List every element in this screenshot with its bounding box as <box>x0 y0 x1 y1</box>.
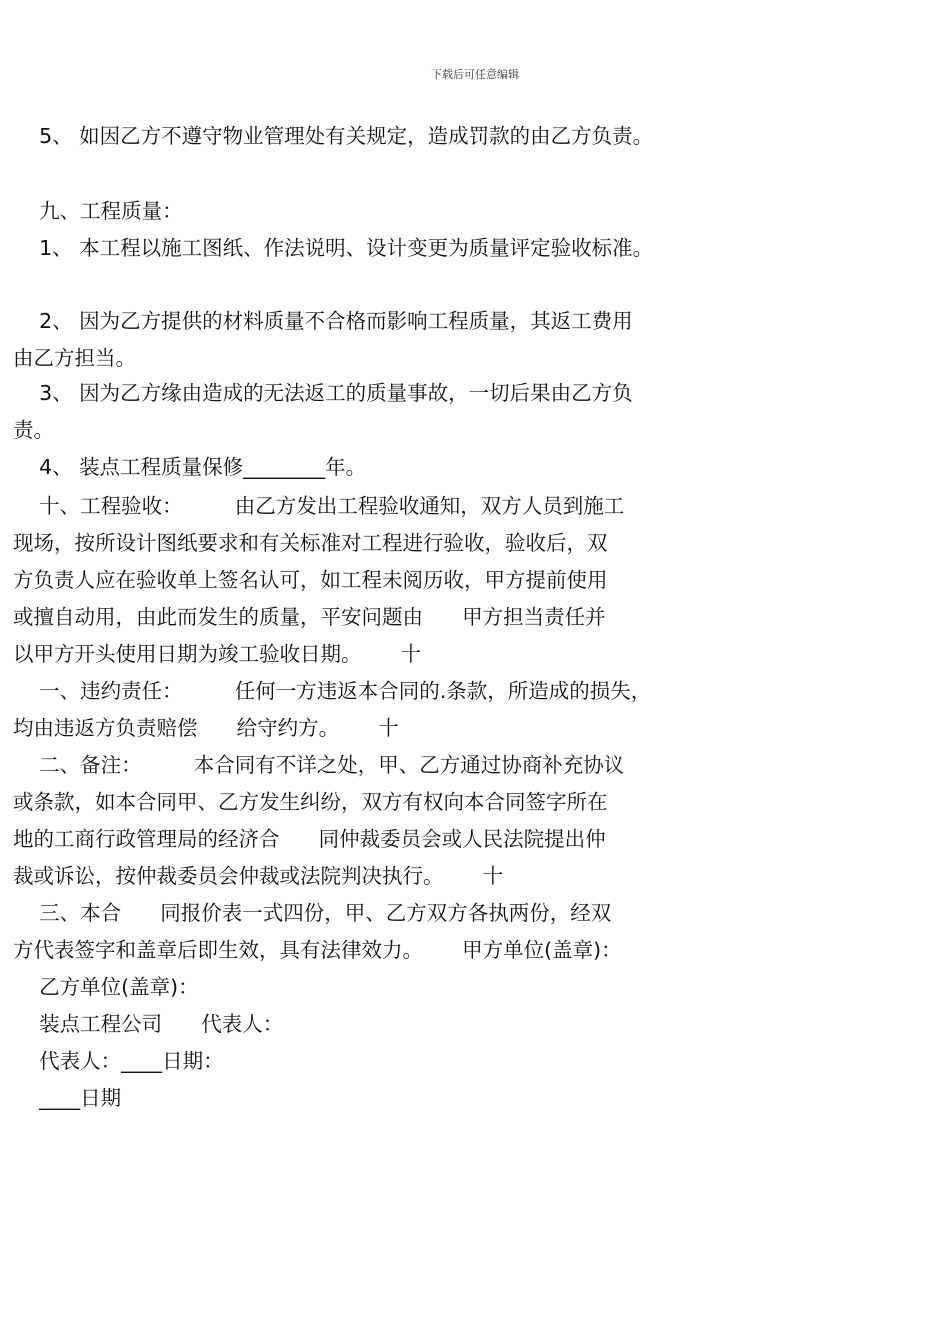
text-line: 方代表签字和盖章后即生效，具有法律效力。 甲方单位(盖章)： <box>0 938 622 962</box>
text-line: 方负责人应在验收单上签名认可，如工程未阅历收，甲方提前使用 <box>0 568 608 592</box>
text-line: 乙方单位(盖章)： <box>0 975 199 999</box>
text-line: 或条款，如本合同甲、乙方发生纠纷，双方有权向本合同签字所在 <box>0 790 608 814</box>
text-line: 装点工程公司 代表人： <box>0 1012 284 1036</box>
text-line: 十、工程验收： 由乙方发出工程验收通知，双方人员到施工 <box>0 494 625 518</box>
text-line: 或擅自动用，由此而发生的质量，平安问题由 甲方担当责任并 <box>0 605 606 629</box>
text-line: 以甲方开头使用日期为竣工验收日期。 十 <box>0 642 422 666</box>
text-line: 一、违约责任： 任何一方违返本合同的.条款，所造成的损失， <box>0 679 652 703</box>
text-line: 2、 因为乙方提供的材料质量不合格而影响工程质量，其返工费用 <box>0 309 633 333</box>
text-line: ____日期 <box>0 1086 122 1110</box>
text-line: 地的工商行政管理局的经济合 同仲裁委员会或人民法院提出仲 <box>0 827 606 851</box>
text-line: 3、 因为乙方缘由造成的无法返工的质量事故，一切后果由乙方负 <box>0 381 633 405</box>
text-line: 由乙方担当。 <box>0 346 137 370</box>
text-line: 均由违返方负责赔偿 给守约方。 十 <box>0 716 399 740</box>
text-line: 三、本合 同报价表一式四份，甲、乙方双方各执两份，经双 <box>0 901 612 925</box>
page-header: 下载后可任意编辑 <box>431 68 519 81</box>
text-line: 裁或诉讼，按仲裁委员会仲裁或法院判决执行。 十 <box>0 864 504 888</box>
text-line: 4、 装点工程质量保修________年。 <box>0 455 367 479</box>
text-line: 责。 <box>0 418 55 442</box>
text-line: 二、备注： 本合同有不详之处，甲、乙方通过协商补充协议 <box>0 753 625 777</box>
text-line: 5、 如因乙方不遵守物业管理处有关规定，造成罚款的由乙方负责。 <box>0 124 654 148</box>
text-line: 现场，按所设计图纸要求和有关标准对工程进行验收，验收后，双 <box>0 531 608 555</box>
text-line: 九、工程质量： <box>0 199 183 223</box>
text-line: 1、 本工程以施工图纸、作法说明、设计变更为质量评定验收标准。 <box>0 236 654 260</box>
text-line: 代表人：____日期： <box>0 1049 224 1073</box>
